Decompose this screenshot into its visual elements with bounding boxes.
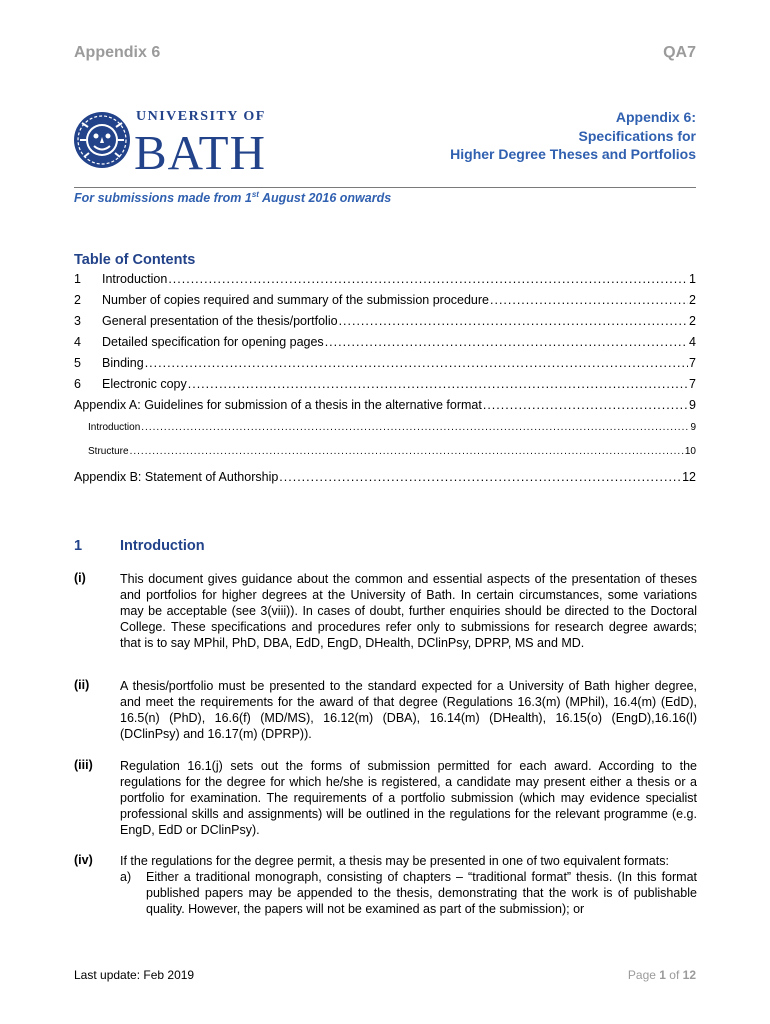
paragraph-label: (iv) [74, 853, 93, 867]
section-title: Introduction [120, 538, 205, 554]
toc-heading: Table of Contents [74, 252, 196, 268]
title-line-2: Specifications for [578, 127, 696, 144]
toc-entry[interactable]: 6 Electronic copy ..... 7 [74, 377, 696, 391]
paragraph-label: (iii) [74, 758, 93, 772]
paragraph-label: (i) [74, 571, 86, 585]
list-item-label: a) [120, 870, 132, 884]
toc-subentry[interactable]: Introduction ..... 9 [88, 422, 696, 433]
toc-entry[interactable]: 2 Number of copies required and summary of the submission procedure ..... 2 [74, 293, 696, 307]
header-divider [74, 187, 696, 188]
list-item-text: Either a traditional monograph, consisting of chapters – “traditional format” thesis. (In this format published papers may be appended to the thesis, demonstrating that the work is of publishable quality. However, the papers will not be examined as part of the submission); or [146, 870, 697, 916]
toc-entry-appendix-a[interactable]: Appendix A: Guidelines for submission of a thesis in the alternative format ..... 9 [74, 398, 696, 412]
last-update: Last update: Feb 2019 [74, 968, 195, 982]
toc-entry[interactable]: 4 Detailed specification for opening pages ..... 4 [74, 335, 696, 349]
paragraph-label: (ii) [74, 678, 90, 692]
paragraph-text: If the regulations for the degree permit, a thesis may be presented in one of two equivalent formats: [120, 854, 669, 868]
paragraph-text: Regulation 16.1(j) sets out the forms of submission permitted for each award. According to the regulations for the degree for which he/she is registered, a candidate may present either a thesis or a portfolio for examination. The requirements of a portfolio submission (which may evidence specialist professional skills and assignments) will be outlined in the regulations for the relevant programme (e.g. EngD, EdD or DClinPsy). [120, 759, 697, 837]
toc-subentry[interactable]: Structure ..... 10 [88, 446, 696, 457]
bath-crest-icon [74, 103, 284, 177]
running-header-right: QA7 [663, 44, 696, 61]
page-number: Page 1 of 12 [627, 968, 696, 982]
title-line-3: Higher Degree Theses and Portfolios [450, 146, 696, 162]
paragraph-text: This document gives guidance about the common and essential aspects of the presentation of theses and portfolios for higher degrees at the University of Bath. In certain circumstances, some variations may be acceptable (see 3(viii)). In cases of doubt, further enquiries should be directed to the Doctoral College. These specifications and procedures refer only to submissions for research degree awards; that is to say MPhil, PhD, DBA, EdD, EngD, DHealth, DClinPsy, DPRP, MS and MD. [120, 572, 697, 650]
section-number: 1 [74, 538, 83, 554]
list-item [120, 869, 697, 917]
title-line-1: Appendix 6: [615, 109, 696, 125]
university-logo [74, 103, 284, 177]
submission-date-note: For submissions made from 1st August 2016 onwards [74, 190, 392, 206]
svg-text:UNIVERSITY OF: UNIVERSITY OF [136, 109, 266, 124]
toc-entry[interactable]: 3 General presentation of the thesis/portfolio ..... 2 [74, 314, 696, 328]
paragraph-block [120, 853, 697, 917]
svg-text:BATH: BATH [134, 125, 266, 177]
toc-entry-appendix-b[interactable]: Appendix B: Statement of Authorship ..... 12 [74, 470, 696, 484]
document-title [450, 108, 696, 164]
running-header-left: Appendix 6 [74, 44, 161, 61]
paragraph-text: A thesis/portfolio must be presented to the standard expected for a University of Bath higher degree, and meet the requirements for the award of that degree (Regulations 16.3(m) (MPhil), 16.4(m) (EdD), 16.5(n) (PhD), 16.6(f) (MD/MS), 16.12(m) (DBA), 16.14(m) (DHealth), 16.15(o) (EngD),16.16(l) (DClinPsy) and 16.17(m) (DPRP)). [120, 679, 697, 741]
toc-entry[interactable]: 1 Introduction ..... 1 [74, 272, 696, 286]
toc-entry[interactable]: 5 Binding ..... 7 [74, 356, 696, 370]
